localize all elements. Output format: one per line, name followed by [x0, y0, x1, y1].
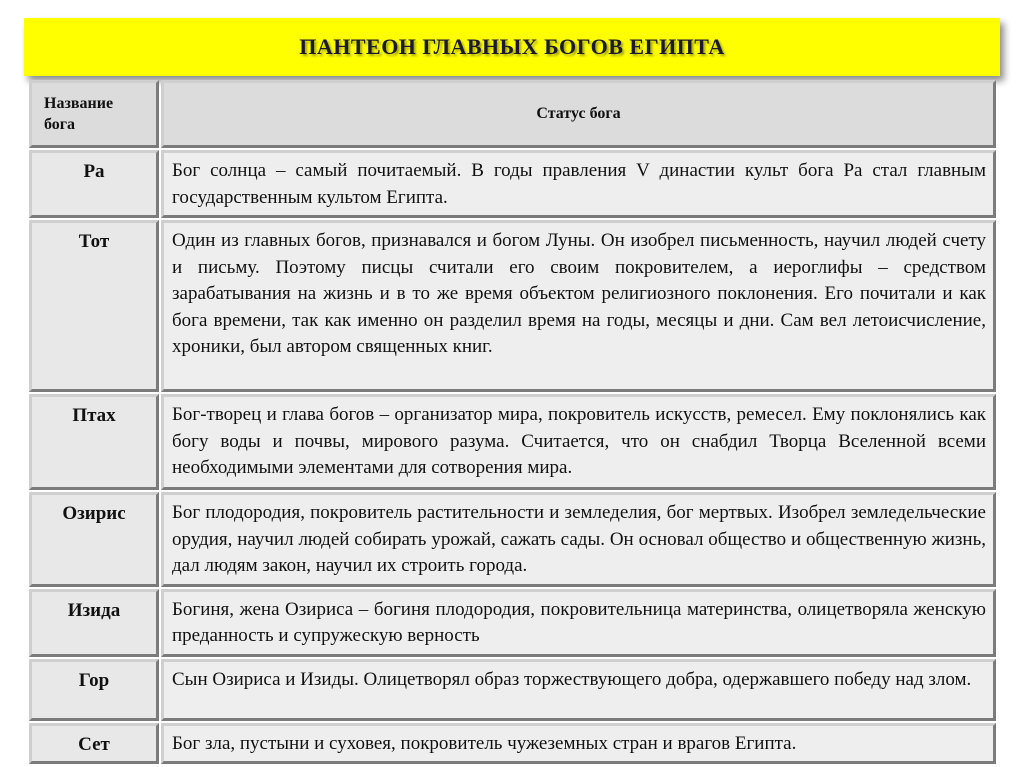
god-description: Бог солнца – самый почитаемый. В годы правления V династии культ бога Ра стал главным государственным культом Египта. [161, 150, 996, 218]
god-name: Изида [29, 589, 159, 657]
title-banner [24, 18, 1000, 76]
table-row [29, 492, 996, 587]
header-name: Название бога [29, 80, 159, 148]
god-name: Озирис [29, 492, 159, 587]
god-description: Один из главных богов, признавался и богом Луны. Он изобрел письменность, научил людей счету и письму. Поэтому писцы считали его своим покровителем, а иероглифы – средством зарабатывания на жизнь и в то же время объектом религиозного поклонения. Его почитали и как бога времени, так как именно он разделил время на годы, месяцы и дни. Сам вел летоисчисление, хроники, был автором священных книг. [161, 220, 996, 392]
god-name: Сет [29, 723, 159, 765]
god-description: Бог зла, пустыни и суховея, покровитель чужеземных стран и врагов Египта. [161, 723, 996, 765]
page-title: ПАНТЕОН ГЛАВНЫХ БОГОВ ЕГИПТА [299, 34, 725, 59]
god-description: Сын Озириса и Изиды. Олицетворял образ торжествующего добра, одержавшего победу над злом. [161, 659, 996, 721]
god-name: Ра [29, 150, 159, 218]
table-header-row [29, 80, 996, 148]
table-row [29, 659, 996, 721]
god-description: Бог плодородия, покровитель растительности и земледелия, бог мертвых. Изобрел земледельческие орудия, научил людей собирать урожай, сажать сады. Он основал общество и общественную жизнь, дал людям закон, научил их строить города. [161, 492, 996, 587]
table-row [29, 589, 996, 657]
table-row [29, 220, 996, 392]
god-name: Птах [29, 394, 159, 490]
gods-table [27, 78, 998, 766]
god-name: Гор [29, 659, 159, 721]
god-description: Бог-творец и глава богов – организатор мира, покровитель искусств, ремесел. Ему поклонялись как богу воды и почвы, мирового разума. Считается, что он снабдил Творца Вселенной всеми необходимыми элементами для сотворения мира. [161, 394, 996, 490]
god-name: Тот [29, 220, 159, 392]
god-description: Богиня, жена Озириса – богиня плодородия, покровительница материнства, олицетворяла женскую преданность и супружескую верность [161, 589, 996, 657]
gods-table-container [27, 78, 998, 766]
table-row [29, 723, 996, 765]
table-row [29, 394, 996, 490]
header-status: Статус бога [161, 80, 996, 148]
table-row [29, 150, 996, 218]
